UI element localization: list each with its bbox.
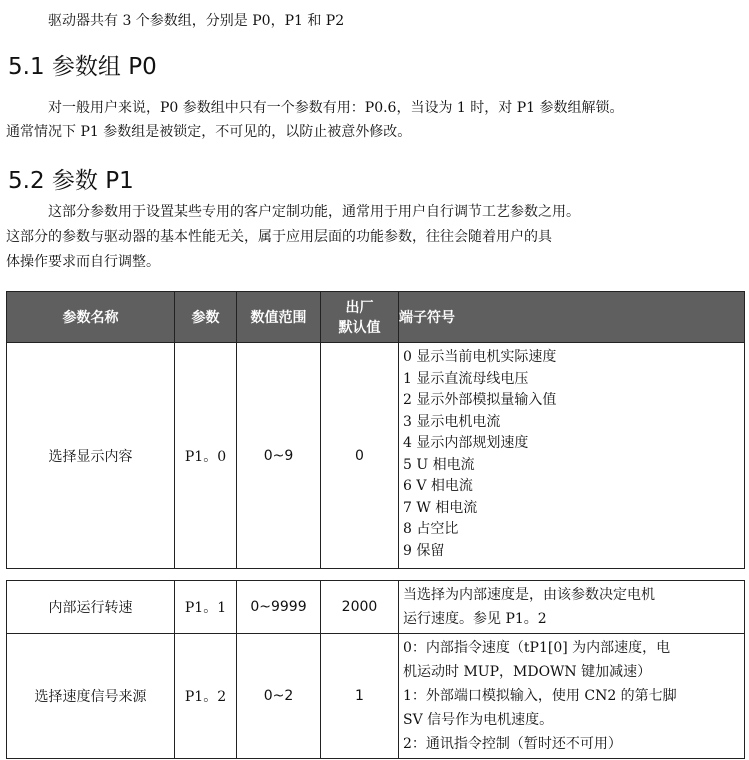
desc-line: 2：通讯指令控制（暂时还不可用） (403, 736, 622, 752)
row-display-range: 0~9 (237, 343, 321, 569)
desc-line: 1：外部端口模拟输入，使用 CN2 的第七脚 (403, 688, 677, 704)
table-row (7, 343, 745, 569)
list-item: 6 V 相电流 (403, 478, 473, 494)
row-display-options (399, 343, 745, 569)
desc-line: 当选择为内部速度是，由该参数决定电机 (403, 587, 655, 603)
list-item: 7 W 相电流 (403, 499, 478, 516)
row-speed-param: P1。1 (175, 581, 237, 634)
list-item: 9 保留 (403, 542, 445, 559)
header-terminal: 端子符号 (399, 292, 745, 343)
desc-line: 机运动时 MUP，MDOWN 键加减速） (403, 664, 652, 680)
desc-line: SV 信号作为电机速度。 (403, 712, 554, 728)
section-p0-paragraph: 对一般用户来说，P0 参数组中只有一个参数有用：P0.6，当设为 1 时，对 P1 参数组解锁。 (48, 100, 624, 116)
row-display-param: P1。0 (175, 343, 237, 569)
header-default (321, 292, 399, 343)
table-header-row (7, 292, 745, 343)
row-source-name: 选择速度信号来源 (7, 634, 175, 759)
row-speed-name: 内部运行转速 (7, 581, 175, 634)
row-source-param: P1。2 (175, 634, 237, 759)
section-p0-paragraph-cont: 通常情况下 P1 参数组是被锁定，不可见的，以防止被意外修改。 (6, 124, 412, 140)
header-default-line1: 出厂 (345, 300, 374, 316)
row-display-name: 选择显示内容 (7, 343, 175, 569)
header-param-name: 参数名称 (7, 292, 175, 343)
list-item: 0 显示当前电机实际速度 (403, 349, 557, 365)
row-display-default: 0 (321, 343, 399, 569)
row-source-desc (399, 634, 745, 759)
list-item: 8 占空比 (403, 521, 459, 537)
row-speed-desc (399, 581, 745, 634)
row-source-default: 1 (321, 634, 399, 759)
desc-line: 运行速度。参见 P1。2 (403, 611, 547, 627)
section-heading-p1: 5.2 参数 P1 (8, 168, 134, 194)
table-row (7, 581, 745, 634)
list-item: 5 U 相电流 (403, 456, 475, 473)
list-item: 3 显示电机电流 (403, 413, 501, 430)
row-speed-range: 0~9999 (237, 581, 321, 634)
list-item: 4 显示内部规划速度 (403, 435, 529, 451)
row-source-range: 0~2 (237, 634, 321, 759)
row-speed-default: 2000 (321, 581, 399, 634)
header-param: 参数 (175, 292, 237, 343)
section-heading-p0: 5.1 参数组 P0 (8, 54, 157, 80)
parameter-table-continued (6, 580, 745, 759)
section-p1-paragraph-end: 体操作要求而自行调整。 (6, 254, 160, 270)
intro-text: 驱动器共有 3 个参数组，分别是 P0，P1 和 P2 (48, 13, 345, 29)
list-item: 2 显示外部模拟量输入值 (403, 392, 557, 408)
table-row (7, 634, 745, 759)
list-item: 1 显示直流母线电压 (403, 370, 529, 387)
parameter-table (6, 291, 745, 569)
header-default-line2: 默认值 (338, 320, 381, 336)
section-p1-paragraph-cont: 这部分的参数与驱动器的基本性能无关，属于应用层面的功能参数，往往会随着用户的具 (6, 229, 552, 245)
section-p1-paragraph: 这部分参数用于设置某些专用的客户定制功能，通常用于用户自行调节工艺参数之用。 (48, 204, 580, 220)
header-range: 数值范围 (237, 292, 321, 343)
desc-line: 0：内部指令速度（tP1[0] 为内部速度，电 (403, 640, 671, 656)
